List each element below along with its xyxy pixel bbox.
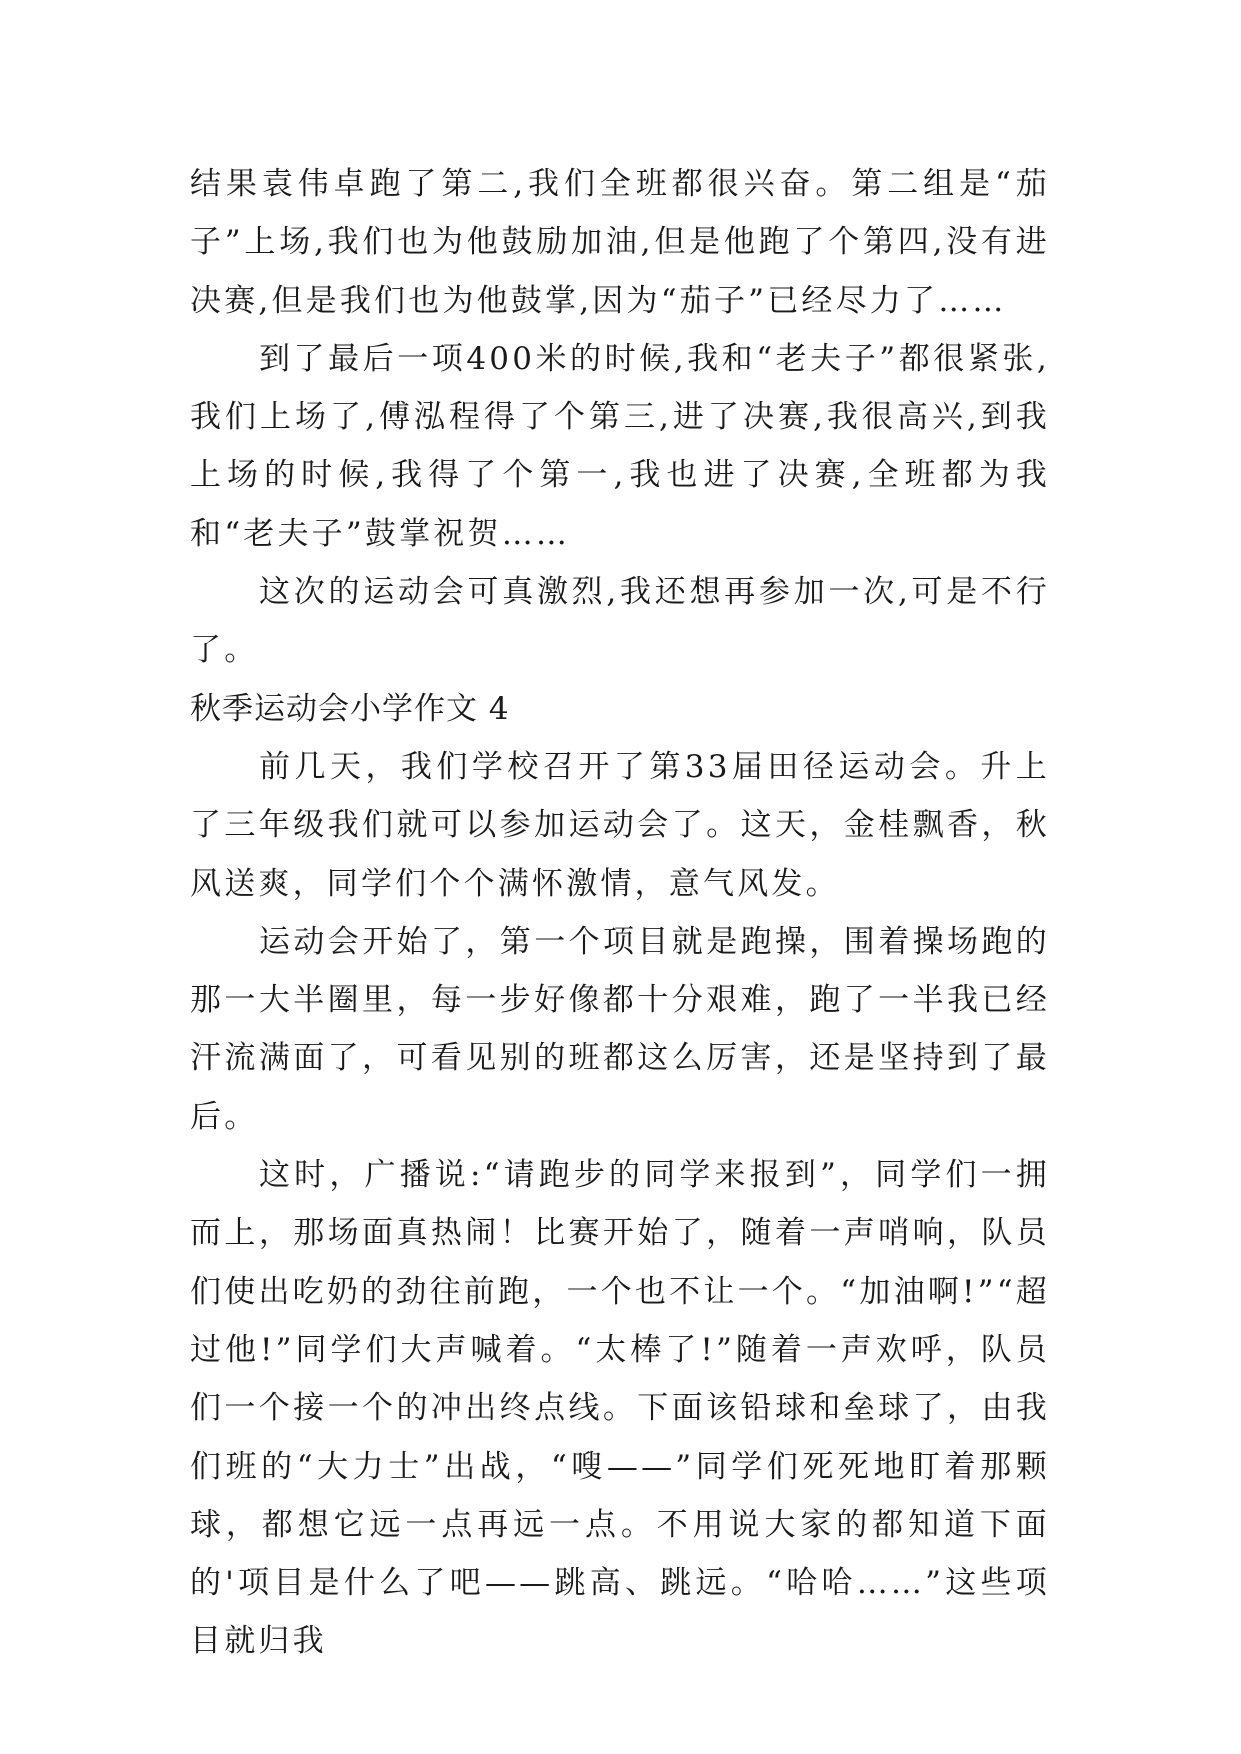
paragraph-result-second: 结果袁伟卓跑了第二,我们全班都很兴奋。第二组是“茄子”上场,我们也为他鼓励加油,但是他跑了个第四,没有进决赛,但是我们也为他鼓掌,因为“茄子”已经尽力了…… — [190, 166, 1050, 319]
document-page — [190, 155, 1050, 1671]
paragraph-broadcast-race: 这时，广播说:“请跑步的同学来报到”，同学们一拥而上，那场面真热闹！比赛开始了，随着一声哨响，队员们使出吃奶的劲往前跑，一个也不让一个。“加油啊!”“超过他!”同学们大声喊着。“太棒了!”随着一声欢呼，队员们一个接一个的冲出终点线。下面该铅球和垒球了，由我们班的“大力士”出战，“嗖——”同学们死死地盯着那颗球，都想它远一点再远一点。不用说大家的都知道下面的'项目是什么了吧——跳高、跳远。“哈哈……”这些项目就归我 — [190, 1157, 1050, 1660]
paragraph-running-exercise: 运动会开始了，第一个项目就是跑操，围着操场跑的那一大半圈里，每一步好像都十分艰难，跑了一半我已经汗流满面了，可看见别的班都这么厉害，还是坚持到了最后。 — [190, 923, 1050, 1135]
paragraph-sports-meet-intense: 这次的运动会可真激烈,我还想再参加一次,可是不行了。 — [190, 574, 1050, 669]
paragraph-opening: 前几天，我们学校召开了第33届田径运动会。升上了三年级我们就可以参加运动会了。这天，金桂飘香，秋风送爽，同学们个个满怀激情，意气风发。 — [190, 748, 1050, 902]
essay-heading: 秋季运动会小学作文 4 — [190, 690, 510, 727]
paragraph-400m-race: 到了最后一项400米的时候,我和“老夫子”都很紧张,我们上场了,傅泓程得了个第三,进了决赛,我很高兴,到我上场的时候,我得了个第一,我也进了决赛,全班都为我和“老夫子”鼓掌祝贺…… — [190, 340, 1050, 552]
